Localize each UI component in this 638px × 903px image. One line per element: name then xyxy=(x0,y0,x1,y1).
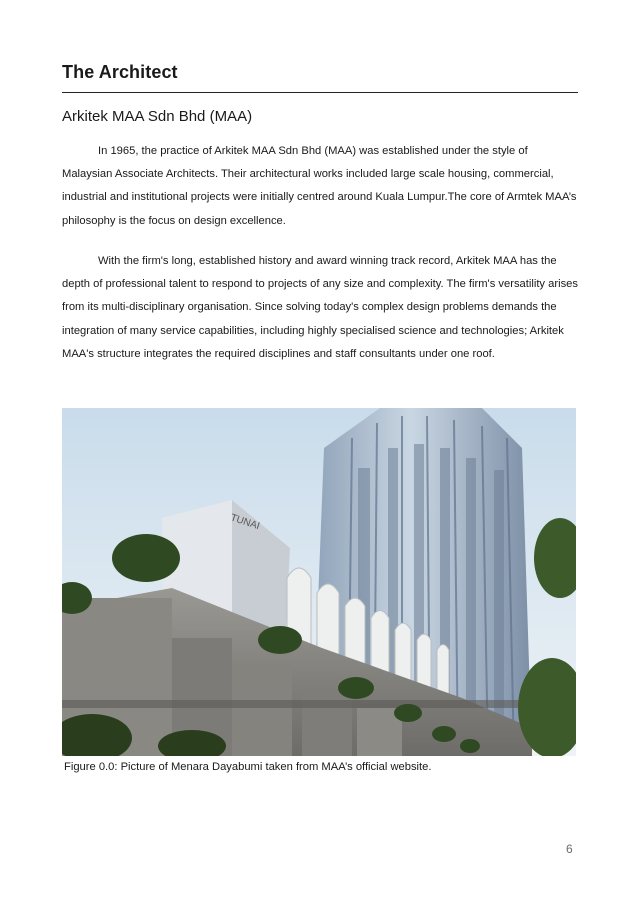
section-heading: Arkitek MAA Sdn Bhd (MAA) xyxy=(62,108,253,125)
menara-dayabumi-photo xyxy=(62,408,576,756)
figure-caption: Figure 0.0: Picture of Menara Dayabumi taken from MAA’s official website. xyxy=(64,761,432,773)
building-sign: TUNAI xyxy=(229,512,262,533)
page-title: The Architect xyxy=(62,62,178,82)
title-divider xyxy=(62,92,578,93)
paragraph-2: With the firm's long, established history and award winning track record, Arkitek MAA has the depth of professional talent to respond to projects of any size and complexity. The firm's versatility arises from its multi-disciplinary organisation. Since solving today's complex design problems demands the integration of many service capabilities, including highly specialised science and technologies; Arkitek MAA's structure integrates the required disciplines and staff consultants under one roof. xyxy=(62,255,578,360)
page-number: 6 xyxy=(566,842,573,856)
paragraph-1: In 1965, the practice of Arkitek MAA Sdn Bhd (MAA) was established under the style of Malaysian Associate Architects. Their architectural works included large scale housing, commercial, industrial and institutional projects were initially centred around Kuala Lumpur.The core of Armtek MAA’s philosophy is the focus on design excellence. xyxy=(62,145,577,227)
